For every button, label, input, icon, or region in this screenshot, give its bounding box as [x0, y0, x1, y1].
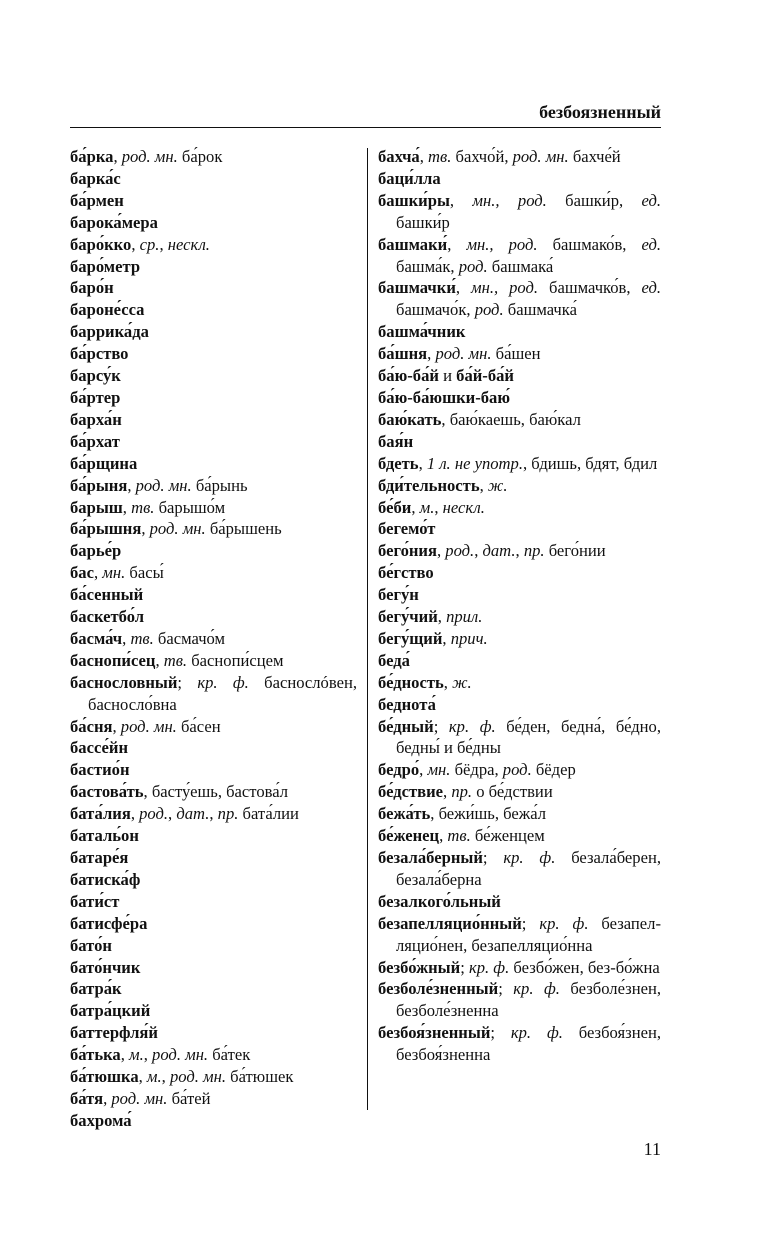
- dictionary-entry: [70, 869, 357, 891]
- dictionary-entry: [70, 759, 357, 781]
- entry-text: о бе́дствии: [472, 782, 553, 802]
- entry-text: ба́рынь: [191, 475, 248, 495]
- dictionary-entry: [378, 453, 661, 475]
- dictionary-entry: [70, 737, 357, 759]
- entry-text: ,: [122, 497, 132, 517]
- headword: баснословный: [70, 672, 178, 692]
- entry-text: бата́лии: [238, 804, 299, 824]
- dictionary-entry: [70, 234, 357, 256]
- entry-text: ;: [177, 672, 198, 692]
- grammar-note: ед.: [641, 278, 662, 298]
- dictionary-entry: [378, 540, 661, 562]
- grammar-note: ж.: [487, 475, 508, 495]
- grammar-note: род. мн.: [111, 1088, 168, 1108]
- dictionary-entry: [70, 497, 357, 519]
- headword: безапелляцио́нный: [378, 913, 522, 933]
- dictionary-entry: [70, 540, 357, 562]
- headword: бего́ния: [378, 541, 437, 561]
- entry-text: ,: [130, 804, 140, 824]
- entry-text: ,: [443, 672, 453, 692]
- headword: батаре́я: [70, 848, 129, 867]
- entry-text: ,: [439, 826, 448, 846]
- headword: бдеть: [378, 453, 419, 473]
- left-column: [70, 146, 357, 1132]
- dictionary-entry: [70, 365, 357, 387]
- headword: баро́метр: [70, 256, 141, 276]
- entry-text: бахче́й: [568, 147, 621, 166]
- headword: баталь́он: [70, 826, 139, 846]
- dictionary-entry: [378, 913, 661, 957]
- headword: бегу́н: [378, 585, 419, 605]
- grammar-note: ед.: [641, 190, 661, 210]
- entry-text: ,: [437, 607, 447, 627]
- entry-text: ,: [93, 563, 103, 583]
- entry-text: бёдер: [531, 760, 576, 780]
- headword: башмачки́: [378, 278, 456, 298]
- entry-text: ,: [447, 234, 467, 254]
- headword: бато́н: [70, 935, 112, 955]
- grammar-note: род.: [474, 300, 504, 320]
- entry-text: ,: [141, 519, 150, 539]
- entry-text: ,: [209, 804, 218, 824]
- dictionary-entry: [70, 1000, 357, 1022]
- dictionary-entry: [378, 716, 661, 760]
- grammar-note: кр. ф.: [448, 716, 496, 736]
- entry-text: , бдишь, бдят, бдил: [523, 453, 658, 473]
- entry-text: и: [438, 366, 457, 386]
- headword: бе́дный: [378, 716, 434, 736]
- grammar-note: нескл.: [167, 234, 210, 254]
- entry-text: ;: [482, 848, 504, 867]
- grammar-note: род. мн.: [120, 716, 177, 736]
- grammar-note: ж.: [452, 672, 472, 692]
- dictionary-entry: [70, 277, 357, 299]
- headword: ба́рщина: [70, 453, 138, 473]
- entry-text: ;: [460, 957, 469, 977]
- headword: баррика́да: [70, 322, 149, 342]
- entry-text: бёдра,: [450, 760, 503, 780]
- entry-text: ,: [127, 475, 136, 495]
- entry-text: , бежи́шь, бежа́л: [430, 804, 546, 824]
- dictionary-entry: [378, 694, 661, 716]
- headword: барока́мера: [70, 212, 158, 232]
- dictionary-entry: [70, 1044, 357, 1066]
- headword: башма́чник: [378, 322, 466, 342]
- entry-text: башмако́в,: [537, 234, 642, 254]
- entry-text: ,: [419, 760, 428, 780]
- headword: ба́рмен: [70, 190, 124, 210]
- entry-text: безбо́жен, без-бо́жна: [509, 957, 660, 977]
- dictionary-entry: [378, 978, 661, 1022]
- headword: беда́: [378, 650, 410, 670]
- dictionary-entry: [70, 957, 357, 979]
- dictionary-entry: [70, 518, 357, 540]
- running-head: безбоязненный: [539, 102, 661, 122]
- entry-text: , баю́каешь, баю́кал: [441, 409, 581, 429]
- grammar-note: мн., род.: [466, 234, 538, 254]
- entry-text: ,: [434, 497, 443, 517]
- headword: бе́дность: [378, 672, 444, 692]
- entry-text: башмака́: [487, 256, 554, 276]
- grammar-note: мн.: [102, 563, 126, 583]
- grammar-note: род. мн.: [152, 1045, 209, 1065]
- dictionary-entry: [378, 759, 661, 781]
- entry-text: ;: [521, 913, 540, 933]
- headword: ба́й-ба́й: [456, 366, 514, 386]
- dictionary-entry: [378, 277, 661, 321]
- entry-text: ;: [433, 716, 449, 736]
- dictionary-entry: [378, 1022, 661, 1066]
- headword: беднота́: [378, 694, 436, 714]
- headword: ба́рхат: [70, 431, 120, 451]
- grammar-note: кр. ф.: [197, 672, 249, 692]
- dictionary-entry: [70, 453, 357, 475]
- headword: безболе́зненный: [378, 979, 499, 999]
- entry-text: ,: [515, 541, 524, 561]
- headword: бата́лия: [70, 804, 131, 824]
- headword: безалкого́льный: [378, 891, 501, 911]
- headword: бегу́чий: [378, 607, 438, 627]
- entry-text: ба́тей: [167, 1088, 211, 1108]
- headword: безбоя́зненный: [378, 1023, 491, 1043]
- headword: бати́ст: [70, 891, 120, 911]
- right-column: [378, 146, 661, 1066]
- entry-text: ,: [449, 190, 473, 210]
- dictionary-entry: [378, 365, 661, 387]
- entry-text: башмачка́: [503, 300, 577, 320]
- dictionary-entry: [70, 431, 357, 453]
- grammar-note: род. мн.: [149, 519, 206, 539]
- headword: баю́кать: [378, 409, 442, 429]
- headword: барка́с: [70, 168, 121, 188]
- headword: баци́лла: [378, 168, 441, 188]
- entry-text: башма́к,: [396, 256, 459, 276]
- entry-text: басы́: [125, 563, 164, 583]
- grammar-note: м.: [419, 497, 435, 517]
- headword: безала́берный: [378, 848, 483, 867]
- headword: ба́тька: [70, 1045, 121, 1065]
- entry-text: бе́женцем: [470, 826, 545, 846]
- headword: бахрома́: [70, 1110, 132, 1130]
- dictionary-entry: [70, 1088, 357, 1110]
- entry-text: ба́шен: [491, 344, 541, 364]
- headword: бас: [70, 563, 94, 583]
- grammar-note: кр. ф.: [468, 957, 510, 977]
- dictionary-entry: [70, 1022, 357, 1044]
- headword: бе́би: [378, 497, 412, 517]
- dictionary-entry: [70, 650, 357, 672]
- entry-text: ба́сен: [176, 716, 221, 736]
- entry-text: ,: [418, 453, 427, 473]
- dictionary-entry: [70, 1110, 357, 1132]
- grammar-note: нескл.: [442, 497, 485, 517]
- headword: бастио́н: [70, 760, 130, 780]
- dictionary-entry: [70, 321, 357, 343]
- headword: бегу́щий: [378, 628, 443, 648]
- grammar-note: прич.: [450, 628, 488, 648]
- entry-text: безбоя́знен, безбоя́зненна: [396, 1023, 661, 1065]
- grammar-note: тв.: [163, 650, 188, 670]
- dictionary-entry: [70, 781, 357, 803]
- entry-text: ,: [138, 1067, 147, 1087]
- entry-text: ,: [455, 278, 472, 298]
- dictionary-entry: [70, 847, 357, 869]
- dictionary-entry: [378, 650, 661, 672]
- entry-text: ,: [159, 234, 168, 254]
- entry-text: ,: [112, 716, 121, 736]
- grammar-note: м.: [129, 1045, 144, 1065]
- entry-text: ба́рышень: [205, 519, 282, 539]
- dictionary-entry: [378, 781, 661, 803]
- dictionary-entry: [378, 431, 661, 453]
- dictionary-entry: [378, 343, 661, 365]
- headword: батра́к: [70, 979, 122, 999]
- entry-text: , басту́ешь, бастова́л: [143, 782, 289, 802]
- headword: ба́ртер: [70, 387, 121, 407]
- headword: бедро́: [378, 760, 420, 780]
- dictionary-entry: [70, 256, 357, 278]
- dictionary-entry: [70, 387, 357, 409]
- dictionary-entry: [70, 825, 357, 847]
- headword: бая́н: [378, 431, 414, 451]
- grammar-note: род.: [445, 541, 475, 561]
- entry-text: барышо́м: [154, 497, 226, 517]
- grammar-note: дат.: [176, 804, 210, 824]
- dictionary-entry: [378, 518, 661, 540]
- grammar-note: пр.: [523, 541, 545, 561]
- dictionary-entry: [378, 672, 661, 694]
- dictionary-entry: [378, 847, 661, 891]
- headword: ба́тюшка: [70, 1067, 139, 1087]
- dictionary-entry: [70, 299, 357, 321]
- headword: башмаки́: [378, 234, 448, 254]
- dictionary-entry: [70, 628, 357, 650]
- headword: батиска́ф: [70, 869, 141, 889]
- dictionary-entry: [378, 584, 661, 606]
- grammar-note: ср.: [139, 234, 160, 254]
- entry-text: башки́р: [396, 212, 450, 232]
- dictionary-entry: [378, 803, 661, 825]
- dictionary-entry: [70, 1066, 357, 1088]
- headword: бассе́йн: [70, 738, 129, 758]
- headword: бе́женец: [378, 826, 440, 846]
- headword: баро́н: [70, 278, 114, 298]
- entry-text: ,: [419, 147, 429, 166]
- entry-text: башмачко́в,: [538, 278, 642, 298]
- entry-text: ,: [122, 628, 131, 648]
- entry-text: ,: [113, 147, 122, 166]
- dictionary-entry: [70, 212, 357, 234]
- column-divider: [367, 148, 368, 1110]
- grammar-note: род.: [139, 804, 169, 824]
- dictionary-entry: [70, 584, 357, 606]
- dictionary-entry: [378, 891, 661, 913]
- dictionary-entry: [378, 628, 661, 650]
- dictionary-entry: [378, 606, 661, 628]
- headword: ба́рыня: [70, 475, 128, 495]
- headword: ба́тя: [70, 1088, 104, 1108]
- dictionary-entry: [378, 957, 661, 979]
- grammar-note: мн.: [427, 760, 451, 780]
- dictionary-entry: [378, 562, 661, 584]
- headword: басма́ч: [70, 628, 123, 648]
- grammar-note: род. мн.: [435, 344, 492, 364]
- dictionary-entry: [70, 978, 357, 1000]
- grammar-note: тв.: [130, 628, 154, 648]
- headword: барсу́к: [70, 366, 121, 386]
- entry-text: баснопи́сцем: [187, 650, 284, 670]
- grammar-note: 1 л. не употр.: [426, 453, 523, 473]
- dictionary-entry: [378, 190, 661, 234]
- entry-text: ,: [155, 650, 164, 670]
- dictionary-entry: [70, 672, 357, 716]
- headword: бе́гство: [378, 563, 434, 583]
- grammar-note: прил.: [446, 607, 483, 627]
- headword: батисфе́ра: [70, 913, 148, 933]
- dictionary-entry: [378, 168, 661, 190]
- headword: ба́сенный: [70, 585, 144, 605]
- headword: баттерфля́й: [70, 1023, 158, 1043]
- dictionary-entry: [70, 606, 357, 628]
- grammar-note: кр. ф.: [503, 848, 556, 867]
- headword: бастова́ть: [70, 782, 144, 802]
- headword: баскетбо́л: [70, 607, 145, 627]
- grammar-note: род.: [502, 760, 532, 780]
- entry-text: ,: [479, 475, 488, 495]
- dictionary-entry: [70, 475, 357, 497]
- dictionary-entry: [70, 146, 357, 168]
- dictionary-entry: [378, 387, 661, 409]
- headword: бахча́: [378, 147, 420, 166]
- entry-text: бахчо́й,: [451, 147, 513, 166]
- entry-text: ба́рок: [177, 147, 223, 166]
- grammar-note: род.: [458, 256, 488, 276]
- headword: ба́сня: [70, 716, 113, 736]
- headword: ба́ю-ба́й: [378, 366, 439, 386]
- entry-text: башки́р,: [546, 190, 642, 210]
- grammar-note: тв.: [131, 497, 155, 517]
- headword: бди́тельность: [378, 475, 480, 495]
- dictionary-entry: [70, 716, 357, 738]
- grammar-note: дат.: [482, 541, 516, 561]
- headword: ба́шня: [378, 344, 428, 364]
- headword: бато́нчик: [70, 957, 141, 977]
- header-rule: [70, 127, 661, 128]
- grammar-note: род. мн.: [135, 475, 192, 495]
- headword: барыш: [70, 497, 123, 517]
- dictionary-entry: [70, 190, 357, 212]
- dictionary-entry: [70, 562, 357, 584]
- entry-text: баснослóвен, басносло́вна: [88, 672, 357, 714]
- grammar-note: кр. ф.: [510, 1023, 563, 1043]
- grammar-note: кр. ф.: [513, 979, 560, 999]
- headword: бежа́ть: [378, 804, 431, 824]
- dictionary-entry: [378, 234, 661, 278]
- entry-text: ,: [103, 1088, 112, 1108]
- dictionary-entry: [378, 146, 661, 168]
- grammar-note: мн., род.: [471, 278, 539, 298]
- headword: ба́рка: [70, 147, 114, 166]
- dictionary-entry: [378, 409, 661, 431]
- entry-text: ,: [427, 344, 436, 364]
- dictionary-entry: [70, 891, 357, 913]
- headword: безбо́жный: [378, 957, 461, 977]
- dictionary-entry: [378, 475, 661, 497]
- dictionary-entry: [70, 409, 357, 431]
- grammar-note: мн., род.: [472, 190, 547, 210]
- dictionary-entry: [378, 497, 661, 519]
- entry-text: ;: [490, 1023, 511, 1043]
- headword: ба́рство: [70, 344, 129, 364]
- entry-text: башмачо́к,: [396, 300, 475, 320]
- entry-text: басмачо́м: [153, 628, 226, 648]
- headword: барха́н: [70, 409, 122, 429]
- grammar-note: род. мн.: [169, 1067, 227, 1087]
- entry-text: бе́ден, бедна́, бе́дно, бедны́ и бе́дны: [396, 716, 661, 758]
- entry-text: ,: [436, 541, 446, 561]
- grammar-note: тв.: [447, 826, 471, 846]
- grammar-note: кр. ф.: [539, 913, 589, 933]
- headword: бегемо́т: [378, 519, 436, 539]
- page-number: 11: [643, 1139, 661, 1159]
- entry-text: ,: [474, 541, 483, 561]
- headword: башки́ры: [378, 190, 450, 210]
- grammar-note: род. мн.: [512, 147, 569, 166]
- headword: ба́ю-ба́юшки-баю́: [378, 387, 511, 407]
- entry-text: ,: [161, 1067, 170, 1087]
- entry-text: ,: [168, 804, 177, 824]
- dictionary-entry: [70, 343, 357, 365]
- headword: ба́рышня: [70, 519, 142, 539]
- headword: баро́кко: [70, 234, 132, 254]
- dictionary-entry: [378, 321, 661, 343]
- grammar-note: пр.: [451, 782, 473, 802]
- entry-text: безболе́знен, безболе́зненна: [396, 979, 661, 1021]
- dictionary-entry: [70, 168, 357, 190]
- grammar-note: пр.: [217, 804, 239, 824]
- dictionary-entry: [70, 803, 357, 825]
- headword: батра́цкий: [70, 1001, 151, 1021]
- entry-text: бего́нии: [544, 541, 606, 561]
- dictionary-entry: [70, 935, 357, 957]
- entry-text: ба́тюшек: [226, 1067, 294, 1087]
- entry-text: ;: [498, 979, 514, 999]
- headword: бе́дствие: [378, 782, 444, 802]
- headword: барье́р: [70, 541, 122, 561]
- entry-text: ,: [131, 234, 140, 254]
- entry-text: ба́тек: [208, 1045, 251, 1065]
- grammar-note: род. мн.: [121, 147, 178, 166]
- headword: бароне́сса: [70, 300, 145, 320]
- entry-text: ,: [120, 1045, 129, 1065]
- headword: баснопи́сец: [70, 650, 156, 670]
- entry-text: ,: [411, 497, 420, 517]
- dictionary-entry: [378, 825, 661, 847]
- grammar-note: ед.: [641, 234, 662, 254]
- entry-text: ,: [442, 628, 451, 648]
- dictionary-entry: [70, 913, 357, 935]
- entry-text: ,: [143, 1045, 153, 1065]
- grammar-note: м.: [146, 1067, 162, 1087]
- entry-text: ,: [443, 782, 452, 802]
- entry-text: безапел-ляцио́нен, безапелляцио́нна: [396, 913, 661, 955]
- entry-text: безала́берен, безала́берна: [396, 848, 661, 889]
- grammar-note: тв.: [428, 147, 452, 166]
